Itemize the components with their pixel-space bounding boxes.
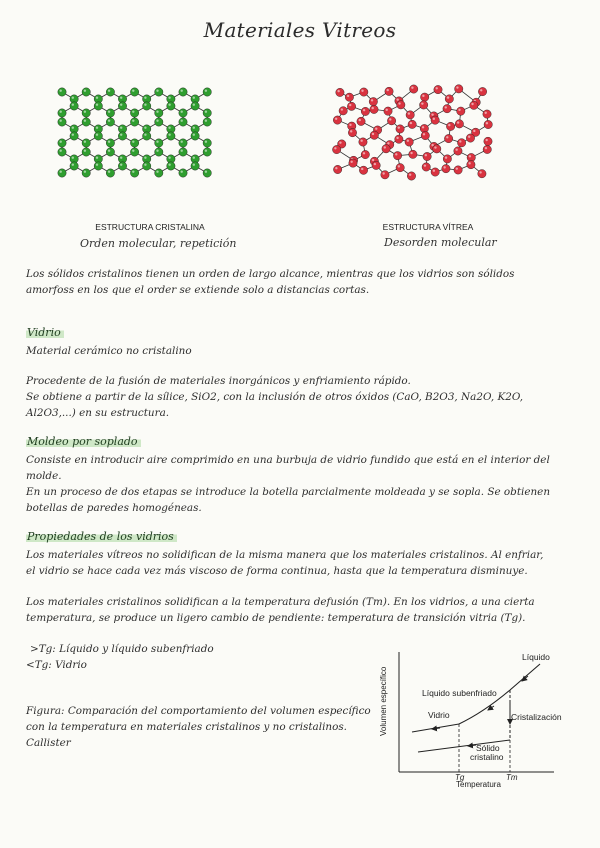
atom	[179, 88, 187, 96]
atom	[419, 101, 427, 109]
bonds	[62, 92, 207, 173]
atom	[58, 169, 66, 177]
figure-caption: Figura: Comparación del comportamiento del volumen específico con la temperatura en materiales cristalinos y no cristalinos. Callister	[26, 705, 371, 749]
atom	[130, 88, 138, 96]
atom	[484, 137, 492, 145]
atom	[359, 166, 367, 174]
atom	[179, 118, 187, 126]
atom	[370, 105, 378, 113]
atom	[385, 87, 393, 95]
atom	[409, 150, 417, 158]
atom	[457, 139, 465, 147]
label-subenfriado: Líquido subenfriado	[422, 688, 497, 698]
atom	[423, 152, 431, 160]
atom	[370, 131, 378, 139]
label-solido: Sólido	[476, 743, 500, 753]
moldeo-heading: Moldeo por soplado	[26, 435, 141, 448]
atom	[478, 170, 486, 178]
atom	[433, 145, 441, 153]
atom	[203, 118, 211, 126]
atom	[484, 120, 492, 128]
atom	[118, 162, 126, 170]
atom	[470, 101, 478, 109]
atom	[58, 109, 66, 117]
label-vidrio: Vidrio	[428, 710, 450, 720]
graph-xlabel: Temperatura	[456, 780, 501, 789]
atom	[58, 118, 66, 126]
atom	[191, 102, 199, 110]
atom	[466, 134, 474, 142]
atom	[203, 88, 211, 96]
atom	[106, 148, 114, 156]
atom	[143, 162, 151, 170]
atom	[349, 159, 357, 167]
atom	[393, 151, 401, 159]
atom	[203, 148, 211, 156]
atom	[431, 168, 439, 176]
atom	[106, 109, 114, 117]
atom	[446, 122, 454, 130]
atom	[155, 148, 163, 156]
atom	[203, 109, 211, 117]
tg-above-line: >Tg: Líquido y líquido subenfriado	[30, 643, 214, 655]
vidrio-line-3: Se obtiene a partir de la sílice, SiO2, con la inclusión de otros óxidos (CaO, B2O3, Na2O, K2O, Al2O3,...) en su estructura.	[26, 391, 524, 419]
atom	[82, 148, 90, 156]
structure-label: ESTRUCTURA VÍTREA	[382, 222, 474, 232]
atom	[357, 117, 365, 125]
atom	[422, 163, 430, 171]
atom	[434, 85, 442, 93]
atom	[345, 93, 353, 101]
atom	[396, 125, 404, 133]
atom	[70, 162, 78, 170]
moldeo-line-1: Consiste en introducir aire comprimido en una burbuja de vidrio fundido que está en el interior del molde.	[26, 454, 550, 482]
atom	[58, 139, 66, 147]
crystal-structure-figure	[50, 80, 250, 235]
atom	[179, 109, 187, 117]
atom	[361, 107, 369, 115]
atom	[191, 162, 199, 170]
atom	[333, 116, 341, 124]
atom	[408, 120, 416, 128]
atom	[155, 88, 163, 96]
atom	[483, 145, 491, 153]
atom	[454, 166, 462, 174]
atom	[384, 107, 392, 115]
atom	[82, 118, 90, 126]
atom	[94, 102, 102, 110]
atom	[478, 87, 486, 95]
atom	[372, 161, 380, 169]
atom	[106, 169, 114, 177]
label-cristalizacion: Cristalización	[511, 712, 562, 722]
atom	[106, 88, 114, 96]
atom	[203, 139, 211, 147]
atom	[130, 118, 138, 126]
atom	[359, 138, 367, 146]
atom	[443, 104, 451, 112]
atom	[106, 118, 114, 126]
intro-paragraph: Los sólidos cristalinos tienen un orden de largo alcance, mientras que los vidrios son sólidos amorfoss en los que el order se extiende solo a distancias cortas.	[26, 268, 515, 296]
atom	[179, 139, 187, 147]
bonds	[337, 89, 489, 176]
atom	[155, 118, 163, 126]
atom	[167, 132, 175, 140]
atom	[431, 116, 439, 124]
atom	[405, 138, 413, 146]
vidrio-line-2: Procedente de la fusión de materiales inorgánicos y enfriamiento rápido.	[26, 375, 411, 387]
glass-structure-figure	[328, 80, 528, 235]
atom	[396, 163, 404, 171]
atom	[94, 132, 102, 140]
moldeo-line-2: En un proceso de dos etapas se introduce la botella parcialmente moldeada y se sopla. Se obtienen botellas de paredes homogéneas.	[26, 486, 551, 514]
atom	[58, 148, 66, 156]
atom	[82, 139, 90, 147]
atom	[143, 132, 151, 140]
atom	[406, 111, 414, 119]
atom	[454, 147, 462, 155]
atom	[58, 88, 66, 96]
atom	[94, 162, 102, 170]
volume-temperature-graph	[372, 648, 562, 792]
atom	[333, 165, 341, 173]
atom	[347, 102, 355, 110]
atom	[457, 107, 465, 115]
atom	[420, 93, 428, 101]
atom	[348, 128, 356, 136]
atom	[155, 109, 163, 117]
atom	[407, 172, 415, 180]
glass-caption: Desorden molecular	[384, 236, 497, 249]
propiedades-heading: Propiedades de los vidrios	[26, 530, 177, 543]
atom	[130, 169, 138, 177]
atom	[130, 148, 138, 156]
atom	[397, 101, 405, 109]
atom	[130, 109, 138, 117]
label-tg: Tg	[455, 773, 465, 782]
atom	[361, 150, 369, 158]
crystal-caption: Orden molecular, repetición	[80, 237, 237, 250]
atom	[444, 134, 452, 142]
atom	[82, 88, 90, 96]
atom	[155, 139, 163, 147]
atom	[442, 164, 450, 172]
atom	[421, 131, 429, 139]
atom	[155, 169, 163, 177]
atom	[395, 135, 403, 143]
vidrio-line-1: Material cerámico no cristalino	[26, 345, 192, 357]
tg-below-line: <Tg: Vidrio	[26, 659, 87, 671]
propiedades-para-1: Los materiales vítreos no solidifican de la misma manera que los materiales cristalinos. Al enfriar, el vidrio se hace cada vez más viscoso de forma continua, hasta que la temperatura disminuye.	[26, 549, 544, 577]
atom	[130, 139, 138, 147]
atom	[381, 171, 389, 179]
label-tm: Tm	[506, 773, 518, 782]
atom	[191, 132, 199, 140]
atom	[467, 160, 475, 168]
atom	[179, 169, 187, 177]
atom	[70, 102, 78, 110]
atom	[82, 109, 90, 117]
atom	[118, 102, 126, 110]
atom	[445, 95, 453, 103]
atom	[410, 85, 418, 93]
structure-label: ESTRUCTURA CRISTALINA	[95, 222, 205, 232]
atom	[70, 132, 78, 140]
atom	[143, 102, 151, 110]
atom	[167, 102, 175, 110]
propiedades-para-2: Los materiales cristalinos solidifican a la temperatura defusión (Tm). En los vidrios, a una cierta temperatura, se produce un ligero cambio de pendiente: temperatura de transición vitria (Tg).	[26, 596, 535, 624]
page-title: Materiales Vitreos	[203, 18, 397, 42]
atom	[387, 117, 395, 125]
graph-ylabel: Volumen específico	[379, 666, 388, 736]
atom	[167, 162, 175, 170]
label-liquido: Líquido	[522, 652, 550, 662]
atom	[369, 97, 377, 105]
atom	[339, 107, 347, 115]
atom	[360, 88, 368, 96]
atom	[483, 110, 491, 118]
atom	[455, 120, 463, 128]
atom	[336, 88, 344, 96]
atom	[455, 85, 463, 93]
atom	[118, 132, 126, 140]
atom	[443, 155, 451, 163]
atom	[179, 148, 187, 156]
atom	[203, 169, 211, 177]
atom	[82, 169, 90, 177]
atom	[332, 145, 340, 153]
label-cristalino: cristalino	[470, 752, 504, 762]
vidrio-heading: Vidrio	[26, 326, 64, 339]
atom	[106, 139, 114, 147]
atom	[382, 145, 390, 153]
